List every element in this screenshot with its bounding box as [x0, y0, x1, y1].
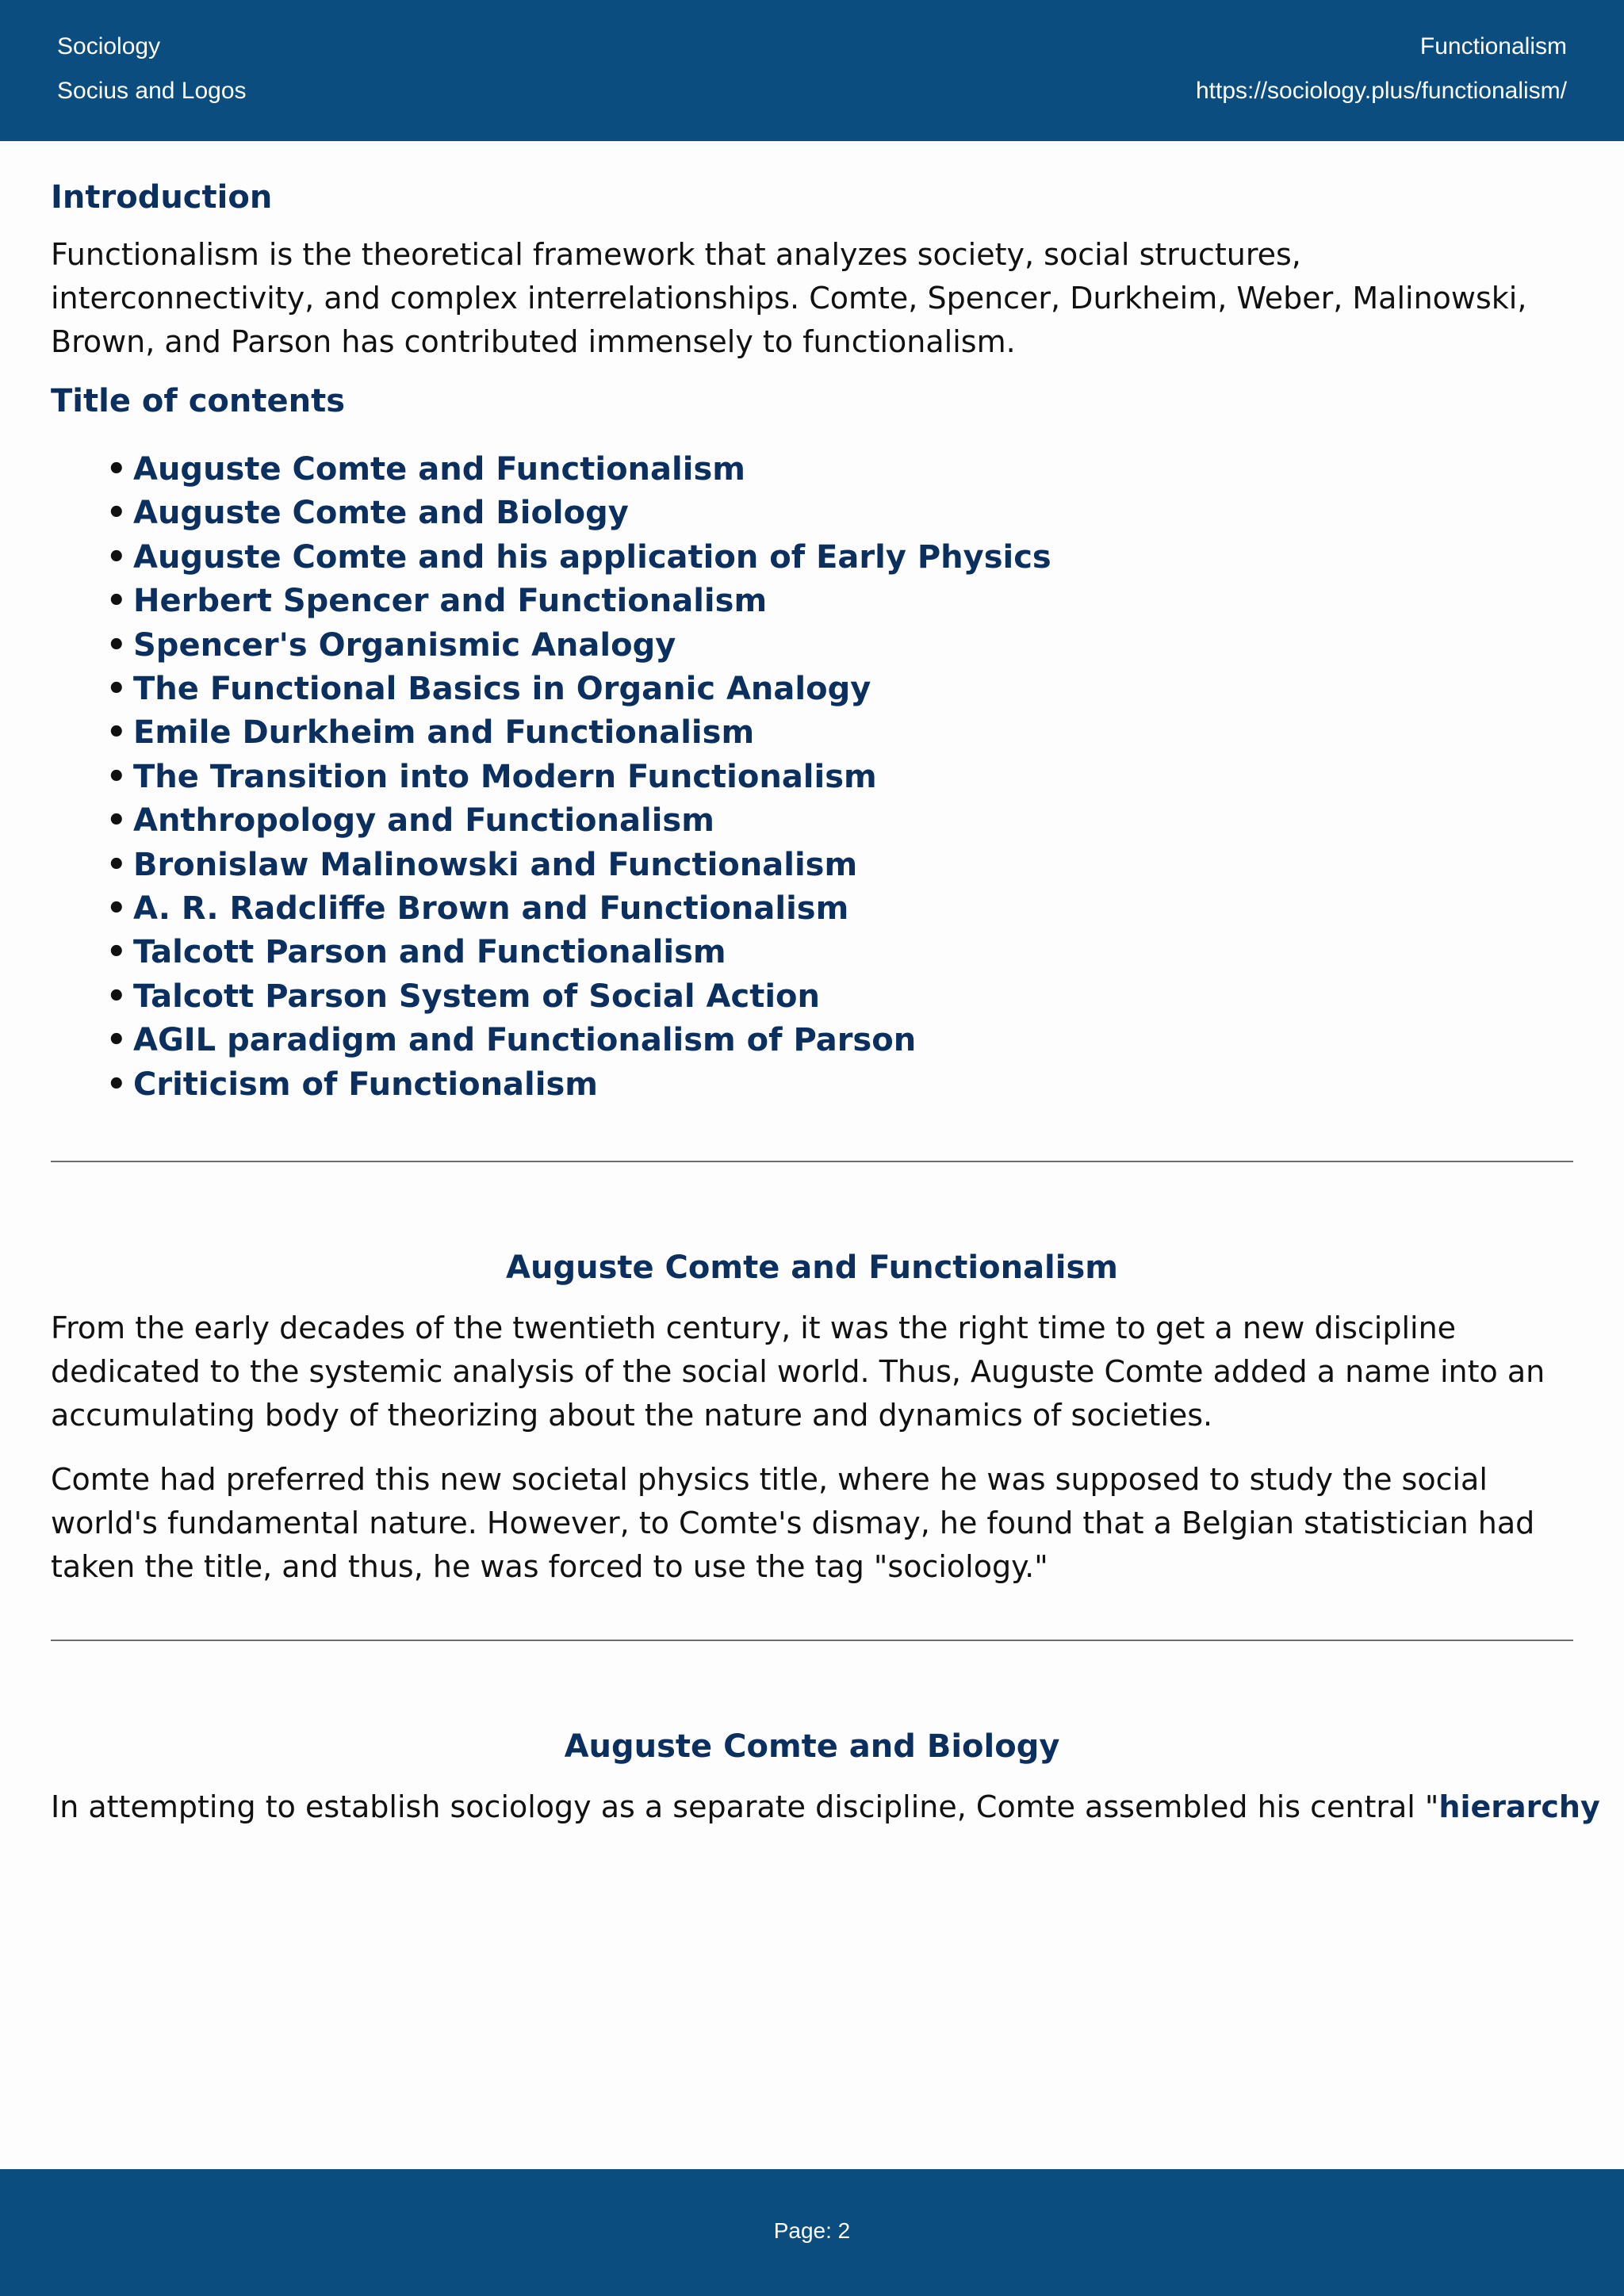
section1-paragraph-1: From the early decades of the twentieth century, it was the right time to get a new discipline dedicated to the systemic analysis of the social world. Thus, Auguste Comte added a name into an accumulating body of theorizing about the nature and dynamics of societies. [51, 1311, 1545, 1433]
toc-item[interactable] [106, 844, 1573, 887]
section-heading-comte-functionalism: Auguste Comte and Functionalism [506, 1249, 1118, 1287]
toc-item-label: Auguste Comte and Functionalism [133, 451, 745, 488]
bullet-icon: • [106, 846, 127, 883]
page-number: Page: 2 [773, 2218, 851, 2243]
toc-item-label: Spencer's Organismic Analogy [133, 626, 676, 664]
toc-item-label: Talcott Parson System of Social Action [133, 978, 820, 1015]
section2-paragraph-text: In attempting to establish sociology as a separate discipline, Comte assembled his central " [51, 1789, 1439, 1825]
section-divider [51, 1640, 1573, 1641]
section1-paragraph-2: Comte had preferred this new societal physics title, where he was supposed to study the social world's fundamental nature. However, to Comte's dismay, he found that a Belgian statistician had taken the title, and thus, he was forced to use the tag "sociology." [51, 1462, 1535, 1585]
toc-item[interactable] [106, 1063, 1573, 1107]
bullet-icon: • [106, 714, 127, 752]
bullet-icon: • [106, 934, 127, 971]
header-tagline: Socius and Logos [57, 78, 247, 104]
toc-item[interactable] [106, 492, 1573, 535]
hierarchy-link[interactable]: hierarchy [1438, 1789, 1600, 1825]
bullet-icon: • [106, 802, 127, 840]
toc-item-label: A. R. Radcliffe Brown and Functionalism [133, 890, 849, 928]
toc-item[interactable] [106, 448, 1573, 492]
bullet-icon: • [106, 978, 127, 1015]
page-header [0, 0, 1624, 141]
header-url-link[interactable]: https://sociology.plus/functionalism/ [1195, 78, 1567, 104]
header-topic: Functionalism [1419, 33, 1567, 59]
section-divider [51, 1161, 1573, 1162]
bullet-icon: • [106, 626, 127, 664]
intro-heading: Introduction [51, 179, 273, 216]
bullet-icon: • [106, 1022, 127, 1059]
bullet-icon: • [106, 1066, 127, 1103]
toc-item-label: Bronislaw Malinowski and Functionalism [133, 846, 858, 883]
bullet-icon: • [106, 538, 127, 576]
toc-list [106, 448, 1573, 1107]
section-heading-comte-biology: Auguste Comte and Biology [564, 1728, 1060, 1766]
page-footer [0, 2169, 1624, 2296]
bullet-icon: • [106, 583, 127, 620]
toc-item-label: The Functional Basics in Organic Analogy [133, 671, 871, 708]
toc-item-label: AGIL paradigm and Functionalism of Parson [133, 1022, 917, 1059]
bullet-icon: • [106, 671, 127, 708]
toc-item-label: Auguste Comte and his application of Early Physics [133, 538, 1051, 576]
section2-paragraph-1 [51, 1785, 1600, 1829]
page-content [51, 176, 1600, 1829]
intro-paragraph: Functionalism is the theoretical framework that analyzes society, social structures, interconnectivity, and complex interrelationships. Comte, Spencer, Durkheim, Weber, Malinowski, Brown, and Parson has contributed immensely to functionalism. [51, 237, 1527, 359]
toc-item-label: Criticism of Functionalism [133, 1066, 598, 1103]
toc-heading: Title of contents [51, 383, 346, 419]
toc-item-label: Herbert Spencer and Functionalism [133, 583, 768, 620]
toc-item[interactable] [106, 931, 1573, 974]
toc-item[interactable] [106, 536, 1573, 580]
toc-item[interactable] [106, 799, 1573, 843]
toc-item[interactable] [106, 756, 1573, 799]
toc-item[interactable] [106, 668, 1573, 711]
toc-item[interactable] [106, 1019, 1573, 1062]
toc-item-label: Anthropology and Functionalism [133, 802, 714, 840]
toc-item-label: The Transition into Modern Functionalism [133, 758, 877, 795]
toc-item[interactable] [106, 580, 1573, 623]
toc-item[interactable] [106, 711, 1573, 755]
bullet-icon: • [106, 451, 127, 488]
toc-item-label: Auguste Comte and Biology [133, 495, 629, 532]
toc-item-label: Emile Durkheim and Functionalism [133, 714, 755, 752]
toc-item[interactable] [106, 975, 1573, 1019]
toc-item[interactable] [106, 887, 1573, 931]
header-subject: Sociology [57, 33, 161, 59]
toc-item[interactable] [106, 624, 1573, 668]
toc-item-label: Talcott Parson and Functionalism [133, 934, 726, 971]
bullet-icon: • [106, 758, 127, 795]
bullet-icon: • [106, 890, 127, 928]
bullet-icon: • [106, 495, 127, 532]
